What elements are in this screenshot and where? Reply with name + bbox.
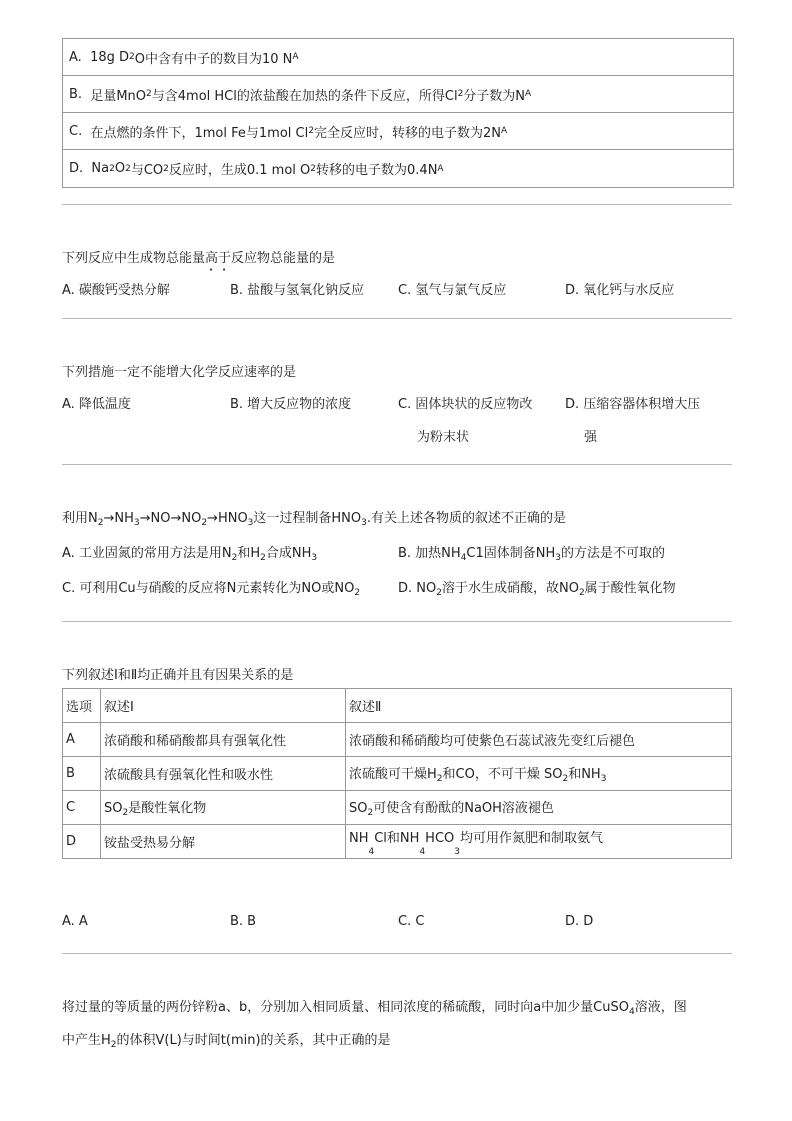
question-stem: 下列反应中生成物总能量高于反应物总能量的是: [62, 251, 336, 266]
table-row: [63, 791, 732, 825]
emphasis-text: 高于: [205, 251, 232, 266]
table-cell: B: [63, 757, 101, 791]
question-stem: 下列措施一定不能增大化学反应速率的是: [62, 365, 297, 380]
option-c[interactable]: C. C: [398, 914, 425, 929]
option-b[interactable]: B. 足量MnO 2 与含4mol HCl的浓盐酸在加热的条件下反应，所得Cl 2 分子数为N A: [63, 76, 733, 113]
table-header: 选项: [63, 689, 101, 723]
option-c[interactable]: C. 固体块状的反应物改 为粉末状: [398, 397, 533, 445]
table-header: 叙述Ⅱ: [346, 689, 732, 723]
table-cell: 浓硫酸可干燥$H_2$和CO，不可干燥 $SO_2$和$NH_3$: [346, 757, 732, 791]
option-d[interactable]: D. 氧化钙与水反应: [565, 283, 675, 298]
option-c[interactable]: C. 在点燃的条件下，1mol Fe与1mol Cl 2 完全反应时，转移的电子数为2N A: [63, 113, 733, 150]
option-a[interactable]: A. A: [62, 914, 88, 929]
option-d[interactable]: D. Na 2 O 2 与CO 2 反应时，生成0.1 mol O 2 转移的电子数为0.4N A: [69, 161, 444, 178]
divider: [62, 204, 732, 205]
option-d[interactable]: D. $NO_2$溶于水生成硝酸，故$NO_2$属于酸性氧化物: [398, 581, 676, 598]
table-row: [63, 825, 732, 859]
table-cell: 浓硝酸和稀硝酸均可使紫色石蕊试液先变红后褪色: [346, 723, 732, 757]
table-cell: $SO_2$可使含有酚酞的NaOH溶液褪色: [346, 791, 732, 825]
table-cell: A: [63, 723, 101, 757]
option-b[interactable]: B. 盐酸与氢氧化钠反应: [230, 283, 365, 298]
option-a[interactable]: A. 工业固氮的常用方法是用$N_2$和$H_2$合成$NH_3$: [62, 546, 318, 563]
question-stem: 下列叙述Ⅰ和Ⅱ均正确并且有因果关系的是: [62, 668, 294, 683]
table-cell: C: [63, 791, 101, 825]
table-cell: $SO_2$是酸性氧化物: [101, 791, 346, 825]
option-a[interactable]: A. 降低温度: [62, 397, 131, 412]
option-c[interactable]: C. 可利用Cu与硝酸的反应将N元素转化为NO或$NO_2$: [62, 581, 361, 598]
divider: [62, 318, 732, 319]
table-header-row: [63, 689, 732, 723]
option-a[interactable]: A. 碳酸钙受热分解: [62, 283, 170, 298]
question-stem: 将过量的等质量的两份锌粉a、b，分别加入相同质量、相同浓度的稀硫酸，同时向a中加少量CuSO$_4$溶液，图: [62, 1000, 687, 1017]
option-a[interactable]: A. 18g D 2 O中含有中子的数目为10 N A: [63, 39, 733, 76]
option-d[interactable]: D. 压缩容器体积增大压 强: [565, 397, 701, 445]
table-cell: 浓硫酸具有强氧化性和吸水性: [101, 757, 346, 791]
table-row: [63, 723, 732, 757]
table-cell: D: [63, 825, 101, 859]
option-c[interactable]: C. 氢气与氯气反应: [398, 283, 507, 298]
divider: [62, 953, 732, 954]
option-d[interactable]: D. D: [565, 914, 594, 929]
comparison-table: [62, 688, 732, 859]
option-b[interactable]: B. 增大反应物的浓度: [230, 397, 352, 412]
table-cell: 浓硝酸和稀硝酸都具有强氧化性: [101, 723, 346, 757]
table-header: 叙述Ⅰ: [101, 689, 346, 723]
option-b[interactable]: B. B: [230, 914, 257, 929]
divider: [62, 464, 732, 465]
table-cell: $NH_4Cl$和$NH_4HCO_3$均可用作氮肥和制取氨气: [346, 825, 732, 859]
option-b[interactable]: B. 加热$NH_4C1$固体制备$NH_3$的方法是不可取的: [398, 546, 666, 563]
table-cell: 铵盐受热易分解: [101, 825, 346, 859]
options-box: [62, 38, 734, 188]
question-stem-continued: 中产生$H_2$的体积V(L)与时间t(min)的关系，其中正确的是: [62, 1033, 391, 1050]
table-row: [63, 757, 732, 791]
question-stem: 利用$N_2\to NH_3\to NO\to NO_2\to HNO_3$这一过程制备$HNO_3$.有关上述各物质的叙述不正确的是: [62, 511, 567, 528]
divider: [62, 621, 732, 622]
